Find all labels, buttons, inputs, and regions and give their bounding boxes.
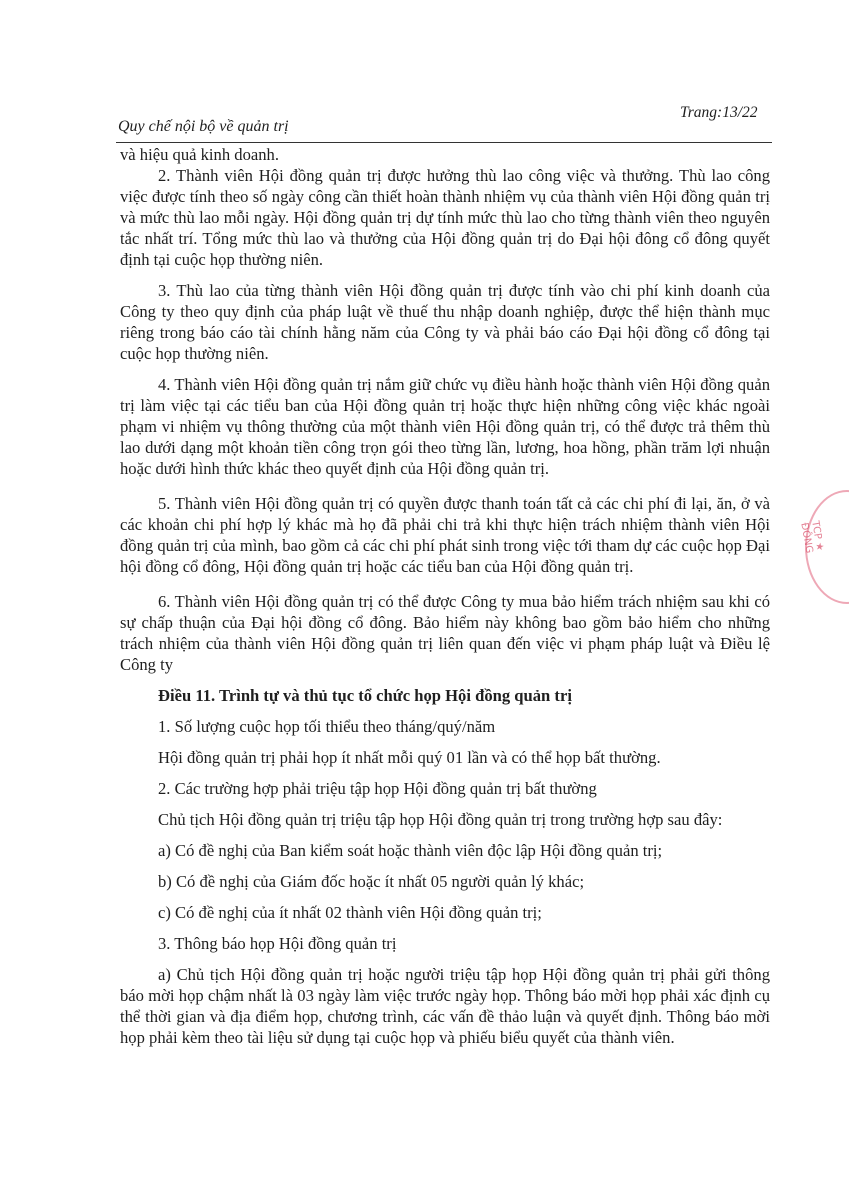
section-2-intro: Chủ tịch Hội đồng quản trị triệu tập họp Hội đồng quản trị trong trường hợp sau đây:: [158, 810, 723, 829]
section-1-text: Hội đồng quản trị phải họp ít nhất mỗi quý 01 lần và có thể họp bất thường.: [158, 748, 661, 767]
paragraph-continuation: và hiệu quả kinh doanh.: [120, 145, 279, 164]
paragraph-5: 5. Thành viên Hội đồng quản trị có quyền được thanh toán tất cả các chi phí đi lại, ăn, ở và các khoản chi phí hợp lý khác mà họ đã phải chi trả khi thực hiện trách nhiệm thành viên Hội đồng quản trị của mình, bao gồm cả các chi phí phát sinh trong việc tới tham dự các cuộc họp Đại hội đồng cổ đông, Hội đồng quản trị hoặc các tiểu ban của Hội đồng quản trị.: [120, 494, 770, 576]
section-3-item-a: a) Chủ tịch Hội đồng quản trị hoặc người triệu tập họp Hội đồng quản trị phải gửi thông báo mời họp chậm nhất là 03 ngày làm việc trước ngày họp. Thông báo mời họp phải xác định cụ thể thời gian và địa điểm họp, chương trình, các vấn đề thảo luận và quyết định. Thông báo mời họp phải kèm theo tài liệu sử dụng tại cuộc họp và phiếu biểu quyết của thành viên.: [120, 965, 770, 1047]
seal-text: TCP ★ ĐÔNG: [798, 520, 826, 555]
section-2-item-c: c) Có đề nghị của ít nhất 02 thành viên Hội đồng quản trị;: [158, 903, 542, 922]
paragraph-6: 6. Thành viên Hội đồng quản trị có thể được Công ty mua bảo hiểm trách nhiệm sau khi có sự chấp thuận của Đại hội đồng cổ đông. Bảo hiểm này không bao gồm bảo hiểm cho những trách nhiệm của thành viên Hội đồng quản trị liên quan đến việc vi phạm pháp luật và Điều lệ Công ty: [120, 592, 770, 674]
section-2-item-b: b) Có đề nghị của Giám đốc hoặc ít nhất 05 người quản lý khác;: [158, 872, 585, 891]
page-number: Trang:13/22: [680, 104, 758, 121]
header-title: Quy chế nội bộ về quản trị: [118, 118, 289, 135]
paragraph-2: 2. Thành viên Hội đồng quản trị được hưởng thù lao công việc và thưởng. Thù lao công việc được tính theo số ngày công cần thiết hoàn thành nhiệm vụ của thành viên Hội đồng quản trị và mức thù lao mỗi ngày. Hội đồng quản trị dự tính mức thù lao cho từng thành viên theo nguyên tắc nhất trí. Tổng mức thù lao và thưởng của Hội đồng quản trị do Đại hội đông cổ đông quyết định tại cuộc họp thường niên.: [120, 166, 770, 269]
paragraph-4: 4. Thành viên Hội đồng quản trị nắm giữ chức vụ điều hành hoặc thành viên Hội đồng quản trị làm việc tại các tiểu ban của Hội đồng quản trị hoặc thực hiện những công việc khác ngoài phạm vi nhiệm vụ thông thường của một thành viên Hội đồng quản trị, có thể được trả thêm thù lao dưới dạng một khoản tiền công trọn gói theo từng lần, lương, hoa hồng, phần trăm lợi nhuận hoặc dưới hình thức khác theo quyết định của Hội đồng quản trị.: [120, 375, 770, 478]
document-body: [120, 144, 770, 1048]
section-3-heading: 3. Thông báo họp Hội đồng quản trị: [158, 934, 397, 953]
section-2-item-a: a) Có đề nghị của Ban kiểm soát hoặc thành viên độc lập Hội đồng quản trị;: [158, 841, 663, 860]
section-1-heading: 1. Số lượng cuộc họp tối thiểu theo tháng/quý/năm: [158, 717, 496, 736]
article-11-heading: Điều 11. Trình tự và thủ tục tổ chức họp Hội đồng quản trị: [158, 686, 572, 705]
header-divider: [116, 142, 772, 143]
section-2-heading: 2. Các trường hợp phải triệu tập họp Hội đồng quản trị bất thường: [158, 779, 597, 798]
paragraph-3: 3. Thù lao của từng thành viên Hội đồng quản trị được tính vào chi phí kinh doanh của Công ty theo quy định của pháp luật về thuế thu nhập doanh nghiệp, được thể hiện thành mục riêng trong báo cáo tài chính hằng năm của Công ty và phải báo cáo Đại hội đồng cổ đông tại cuộc họp thường niên.: [120, 281, 770, 363]
